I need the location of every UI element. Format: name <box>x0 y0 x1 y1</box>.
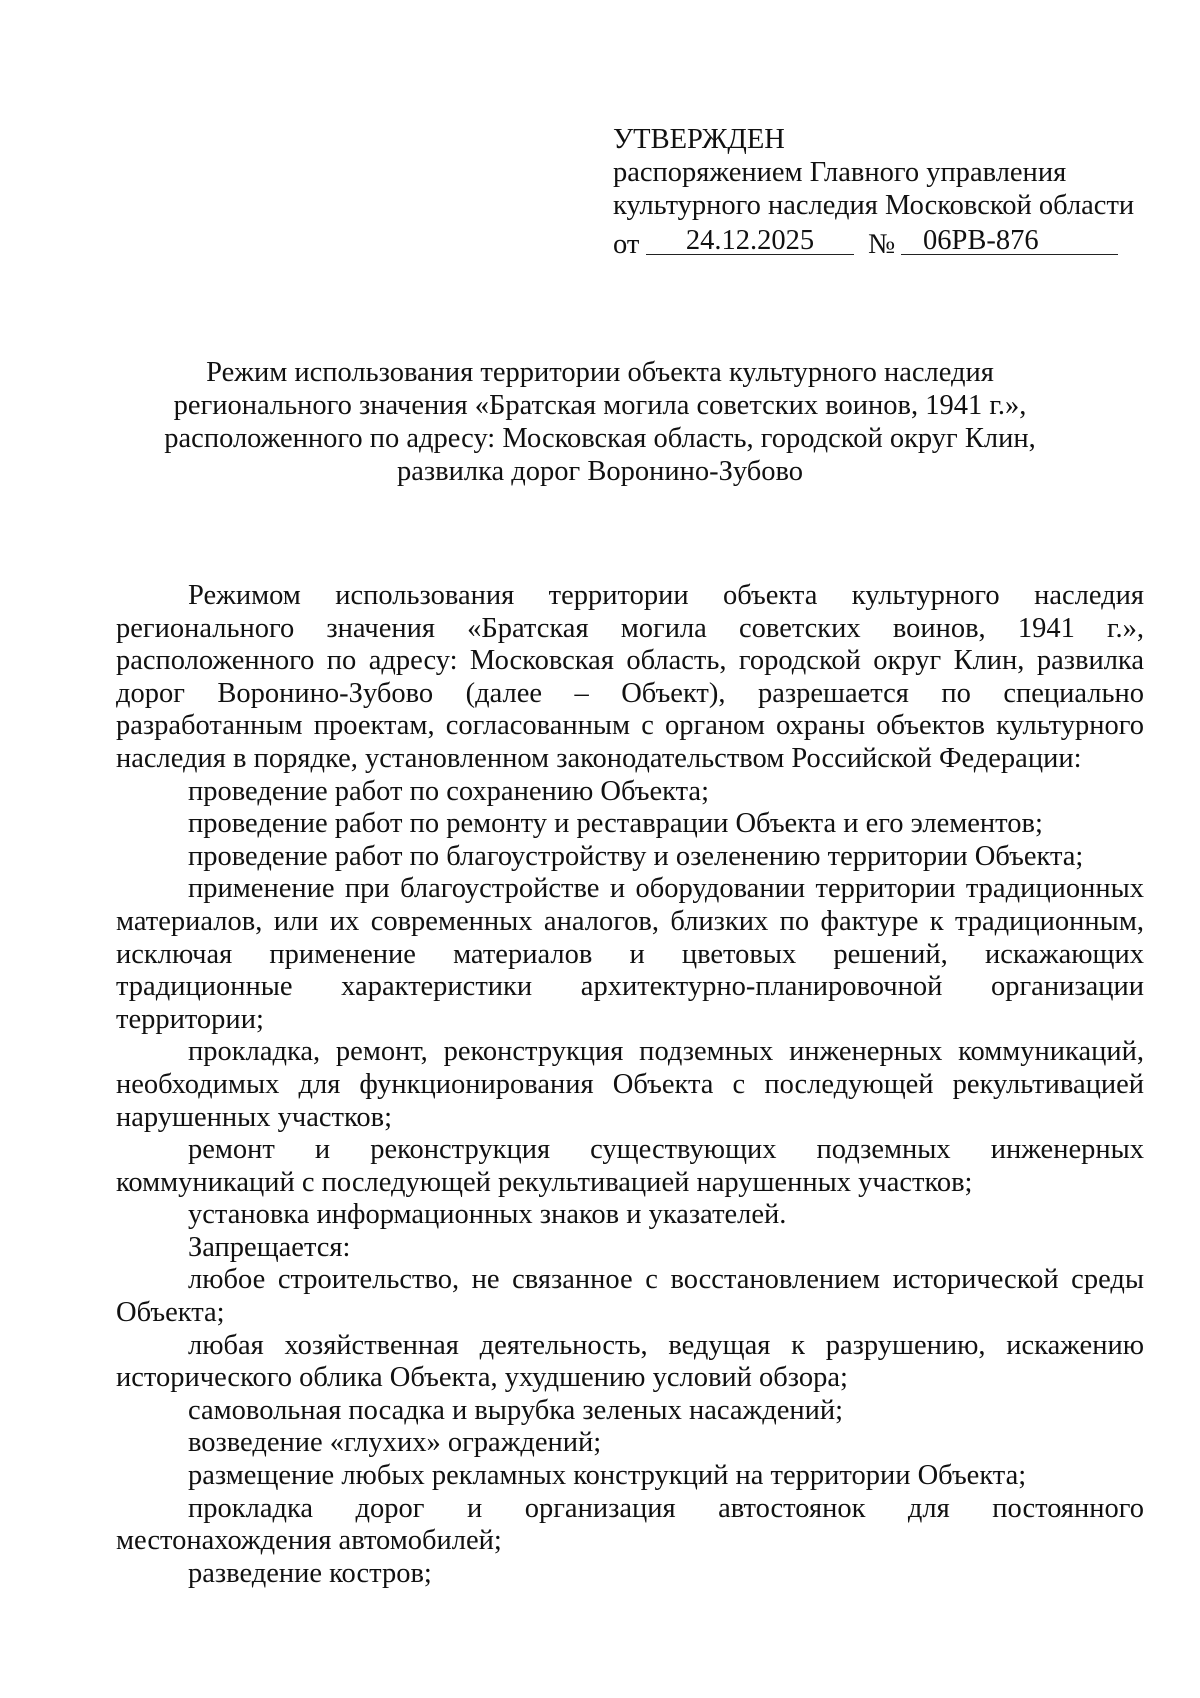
paragraph: любое строительство, не связанное с восстановлением исторической среды Объекта; <box>116 1264 1144 1329</box>
date-label: от <box>613 229 640 260</box>
approval-line-1: распоряжением Главного управления <box>613 157 1067 188</box>
paragraph: самовольная посадка и вырубка зеленых насаждений; <box>188 1394 844 1426</box>
paragraph: прокладка, ремонт, реконструкция подземных инженерных коммуникаций, необходимых для функционирования Объекта с последующей рекультивацией нарушенных участков; <box>116 1036 1144 1133</box>
approval-heading: УТВЕРЖДЕН <box>613 124 785 155</box>
title-line: Режим использования территории объекта культурного наследия <box>206 357 994 388</box>
paragraph: Запрещается: <box>188 1231 351 1263</box>
title-line: расположенного по адресу: Московская область, городской округ Клин, <box>164 423 1036 454</box>
title-line: регионального значения «Братская могила советских воинов, 1941 г.», <box>173 390 1027 421</box>
paragraph: любая хозяйственная деятельность, ведущая к разрушению, искажению исторического облика Объекта, ухудшению условий обзора; <box>116 1329 1144 1394</box>
title-line: развилка дорог Воронино-Зубово <box>396 456 803 487</box>
paragraph: разведение костров; <box>188 1557 432 1589</box>
order-number-field <box>901 224 1118 255</box>
document-title <box>0 356 1200 488</box>
number-label: № <box>868 229 896 260</box>
approval-line-2: культурного наследия Московской области <box>613 190 1135 221</box>
paragraph: проведение работ по благоустройству и озеленению территории Объекта; <box>188 840 1084 872</box>
paragraph: возведение «глухих» ограждений; <box>188 1427 602 1459</box>
paragraph: размещение любых рекламных конструкций на территории Объекта; <box>188 1460 1027 1492</box>
paragraph: ремонт и реконструкция существующих подземных инженерных коммуникаций с последующей рекультивацией нарушенных участков; <box>116 1134 1144 1198</box>
paragraph: проведение работ по сохранению Объекта; <box>188 775 709 807</box>
paragraph: проведение работ по ремонту и реставрации Объекта и его элементов; <box>188 808 1043 840</box>
order-date: 24.12.2025 <box>646 224 854 255</box>
paragraph: применение при благоустройстве и оборудовании территории традиционных материалов, или их современных аналогов, близких по фактуре к традиционным, исключая применение материалов и цветовых решений, искажающих традиционные характеристики архитектурно-планировочной организации территории; <box>116 873 1144 1035</box>
paragraph: установка информационных знаков и указателей. <box>188 1199 787 1231</box>
document-body <box>116 580 1144 1590</box>
order-details <box>613 224 1134 260</box>
order-number: 06РВ-876 <box>923 225 1039 256</box>
paragraph: Режимом использования территории объекта культурного наследия регионального значения «Братская могила советских воинов, 1941 г.», расположенного по адресу: Московская область, городской округ Клин, развилка дорог Воронино-Зубово (далее – Объект), разрешается по специально разработанным проектам, согласованным с органом охраны объектов культурного наследия в порядке, установленном законодательством Российской Федерации: <box>116 580 1144 774</box>
approval-block <box>613 123 1135 260</box>
paragraph: прокладка дорог и организация автостоянок для постоянного местонахождения автомобилей; <box>116 1492 1144 1557</box>
